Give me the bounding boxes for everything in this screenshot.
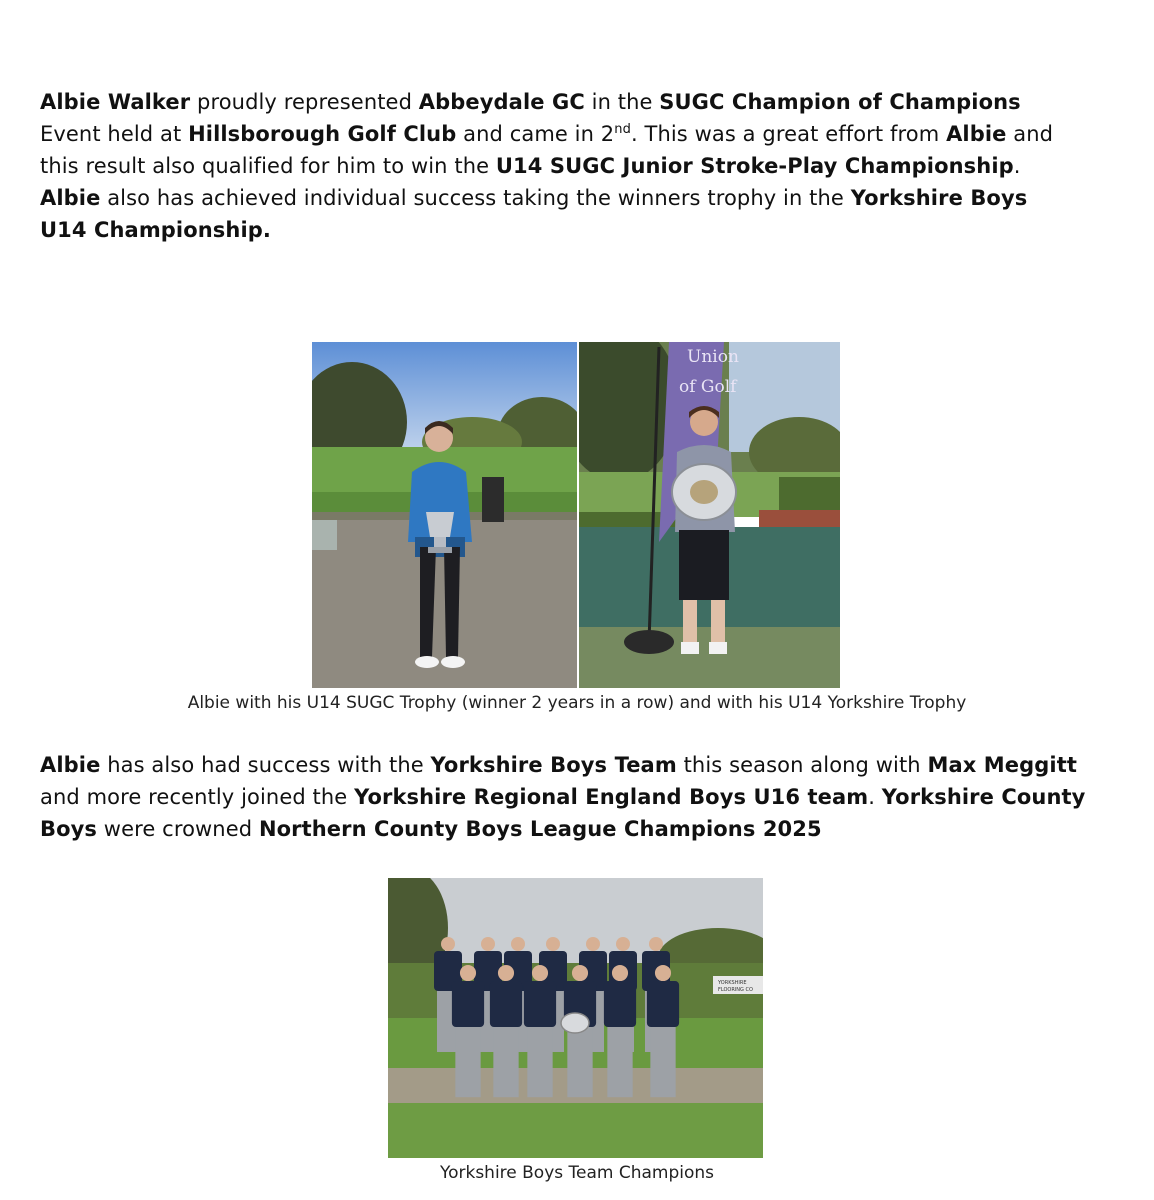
photo-caption-2: Yorkshire Boys Team Champions [439,1163,715,1183]
yorkshire-title: Yorkshire Boys [850,186,1028,210]
sign-text-line1: YORKSHIRE [718,980,747,986]
sign-text-line2: FLOORING CO [718,987,753,993]
team-player-front-2 [490,965,522,1097]
intro-paragraph: Albie Walker proudly represented Abbeydale GC in the SUGC Champion of Champions Event held at Hillsborough Golf Club and came in 2nd. This was a great effort from Albie and this result also qualified for him to win the U14 SUGC Junior Stroke-Play Championship. Albie also has achieved individual success taking the winners trophy in the Yorkshire Boys U14 Championship. [40,90,1054,242]
club-name: Abbeydale GC [418,90,585,114]
event-name: SUGC Champion of Champions [659,90,1021,114]
team-player-front-6 [647,965,679,1097]
sugc-trophy-photo [312,342,577,688]
yorkshire-trophy-photo [579,342,840,688]
team-player-front-5 [604,965,636,1097]
banner-text-line2: of Golf [679,377,737,397]
teammate-name: Max Meggitt [927,753,1077,777]
team-player-front-1 [452,965,484,1097]
banner-text-line1: Union [687,347,739,367]
team-paragraph: Albie has also had success with the Yorkshire Boys Team this season along with Max Meggitt and more recently joined the Yorkshire Regional England Boys U16 team. Yorkshire County Boys were crowned Northern County Boys League Champions 2025 [40,753,1086,841]
photo-caption-1: Albie with his U14 SUGC Trophy (winner 2 years in a row) and with his U14 Yorkshire Trophy [187,693,967,713]
league-title: Northern County Boys League Champions 2025 [258,817,822,841]
team-player-front-3 [524,965,556,1097]
venue-name: Hillsborough Golf Club [188,122,457,146]
player-name: Albie Walker [40,90,191,114]
team-photo [388,878,763,1158]
team-name: Yorkshire Boys Team [430,753,677,777]
championship-title: U14 SUGC Junior Stroke-Play Championship [495,154,1014,178]
